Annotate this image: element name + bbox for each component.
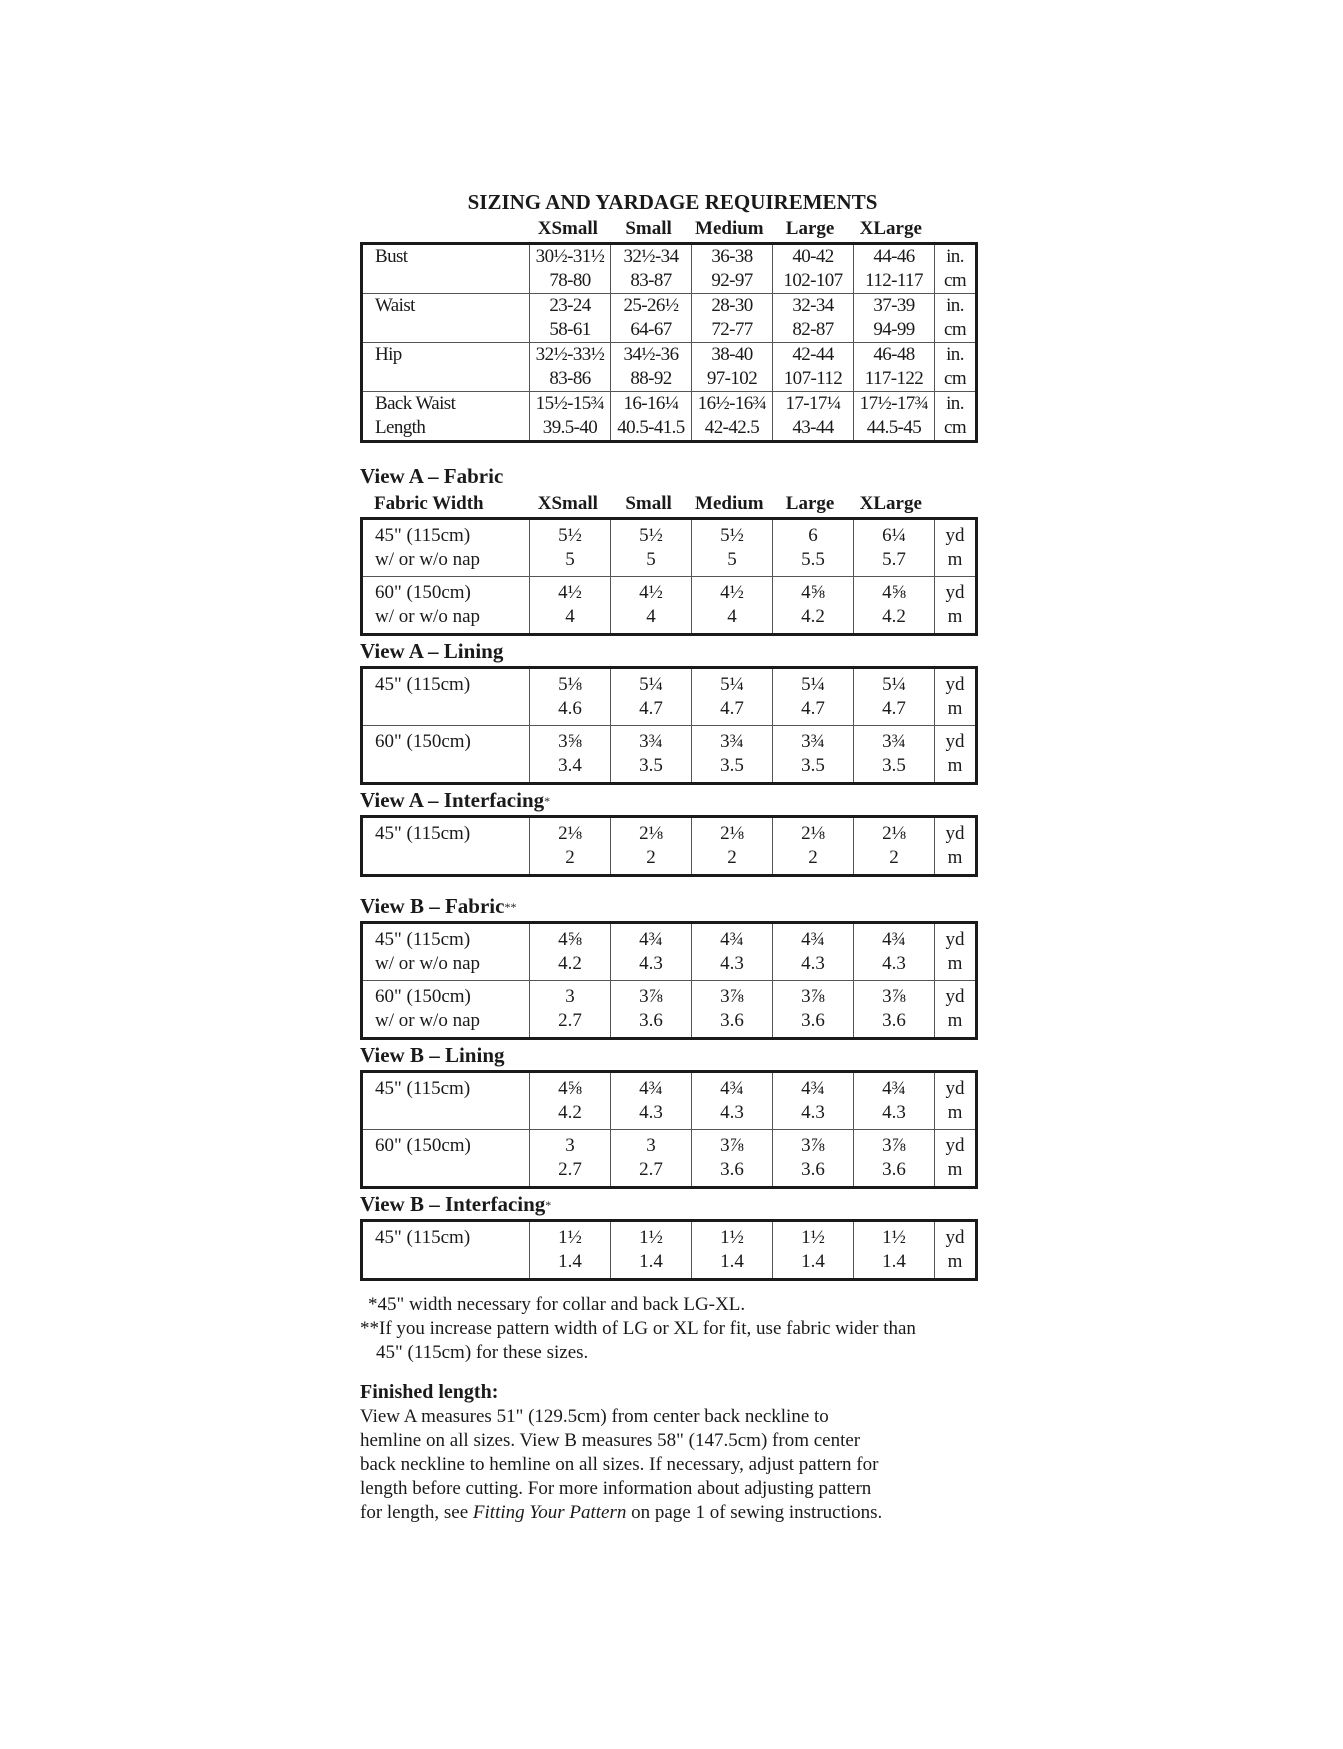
size-header: Small — [625, 493, 672, 514]
size-value-cell: 3 2.7 — [530, 1130, 611, 1188]
size-value-cell: 5¼ 4.7 — [854, 668, 935, 726]
size-value-cell: 1½ 1.4 — [611, 1221, 692, 1280]
unit-cell: yd m — [935, 1130, 977, 1188]
unit-cell: yd m — [935, 1221, 977, 1280]
size-value-cell: 4½ 4 — [530, 577, 611, 635]
row-label: 45" (115cm) — [362, 1072, 530, 1130]
unit-header-spacer — [931, 216, 975, 242]
row-label: 60" (150cm) — [362, 1130, 530, 1188]
row-label: Waist — [362, 294, 530, 343]
unit-cell: yd m — [935, 577, 977, 635]
table-row — [362, 668, 977, 726]
size-value-cell: 4¾ 4.3 — [854, 1072, 935, 1130]
row-label: 60" (150cm) — [362, 726, 530, 784]
yardage-table — [360, 517, 978, 636]
size-value-cell: 4⅝ 4.2 — [530, 1072, 611, 1130]
size-value-cell: 44-46 112-117 — [854, 244, 935, 294]
section-title: View B – Interfacing* — [360, 1192, 552, 1216]
table-row — [362, 343, 977, 392]
size-value-cell: 6¼ 5.7 — [854, 519, 935, 577]
unit-header-spacer — [931, 491, 975, 517]
size-value-cell: 3⅞ 3.6 — [854, 1130, 935, 1188]
table-row — [362, 392, 977, 442]
table-row — [362, 1130, 977, 1188]
size-value-cell: 32½-34 83-87 — [611, 244, 692, 294]
size-value-cell: 4¾ 4.3 — [773, 923, 854, 981]
row-label: 45" (115cm) — [362, 817, 530, 876]
section-title: View A – Lining — [360, 639, 504, 663]
row-label: Hip — [362, 343, 530, 392]
row-label: Bust — [362, 244, 530, 294]
unit-cell: in. cm — [935, 343, 977, 392]
footnotes — [360, 1293, 975, 1365]
table-row — [362, 981, 977, 1039]
size-value-cell: 5⅛ 4.6 — [530, 668, 611, 726]
table-row — [362, 923, 977, 981]
table-row — [362, 1221, 977, 1280]
size-value-cell: 3¾ 3.5 — [611, 726, 692, 784]
size-value-cell: 3¾ 3.5 — [773, 726, 854, 784]
size-value-cell: 2⅛ 2 — [773, 817, 854, 876]
size-value-cell: 1½ 1.4 — [530, 1221, 611, 1280]
size-value-cell: 1½ 1.4 — [854, 1221, 935, 1280]
size-value-cell: 1½ 1.4 — [773, 1221, 854, 1280]
size-value-cell: 4¾ 4.3 — [854, 923, 935, 981]
table-row — [362, 577, 977, 635]
unit-cell: yd m — [935, 923, 977, 981]
yardage-table — [360, 1070, 978, 1189]
size-value-cell: 5½ 5 — [692, 519, 773, 577]
size-value-cell: 4⅝ 4.2 — [530, 923, 611, 981]
size-value-cell: 36-38 92-97 — [692, 244, 773, 294]
size-header: Small — [625, 218, 672, 239]
size-value-cell: 4⅝ 4.2 — [773, 577, 854, 635]
section-title: View B – Lining — [360, 1043, 505, 1067]
size-value-cell: 3⅞ 3.6 — [692, 981, 773, 1039]
table-row — [362, 817, 977, 876]
size-header-spacer — [360, 216, 527, 242]
size-value-cell: 37-39 94-99 — [854, 294, 935, 343]
size-value-cell: 34½-36 88-92 — [611, 343, 692, 392]
size-value-cell: 5½ 5 — [530, 519, 611, 577]
fabric-width-header-row — [360, 491, 975, 517]
finished-line: View A measures 51" (129.5cm) from center back neckline to — [360, 1406, 829, 1427]
size-header: Medium — [695, 493, 764, 514]
size-value-cell: 4¾ 4.3 — [692, 1072, 773, 1130]
size-value-cell: 3⅞ 3.6 — [773, 1130, 854, 1188]
size-header: XLarge — [859, 218, 922, 239]
table-row — [362, 726, 977, 784]
size-value-cell: 25-26½ 64-67 — [611, 294, 692, 343]
size-value-cell: 4½ 4 — [611, 577, 692, 635]
finished-line: for length, see Fitting Your Pattern on page 1 of sewing instructions. — [360, 1502, 883, 1523]
size-value-cell: 42-44 107-112 — [773, 343, 854, 392]
unit-cell: in. cm — [935, 392, 977, 442]
size-value-cell: 32½-33½ 83-86 — [530, 343, 611, 392]
size-value-cell: 16½-16¾ 42-42.5 — [692, 392, 773, 442]
row-label: 60" (150cm) w/ or w/o nap — [362, 981, 530, 1039]
footnote: 45" (115cm) for these sizes. — [376, 1342, 589, 1363]
size-value-cell: 4¾ 4.3 — [692, 923, 773, 981]
page-title: SIZING AND YARDAGE REQUIREMENTS — [467, 190, 878, 214]
sizing-table — [360, 242, 978, 443]
view-a-fabric-title: View A – Fabric — [360, 464, 504, 488]
size-value-cell: 3 2.7 — [530, 981, 611, 1039]
finished-length-title: Finished length: — [360, 1381, 499, 1403]
size-value-cell: 6 5.5 — [773, 519, 854, 577]
footnote: **If you increase pattern width of LG or XL for fit, use fabric wider than — [360, 1318, 916, 1339]
size-value-cell: 15½-15¾ 39.5-40 — [530, 392, 611, 442]
size-header: XSmall — [537, 493, 598, 514]
finished-line: length before cutting. For more information about adjusting pattern — [360, 1478, 872, 1499]
finished-line: hemline on all sizes. View B measures 58" (147.5cm) from center — [360, 1430, 861, 1451]
size-value-cell: 3¾ 3.5 — [854, 726, 935, 784]
size-value-cell: 23-24 58-61 — [530, 294, 611, 343]
table-row — [362, 519, 977, 577]
row-label: 45" (115cm) w/ or w/o nap — [362, 923, 530, 981]
row-label: 45" (115cm) w/ or w/o nap — [362, 519, 530, 577]
table-row — [362, 244, 977, 294]
size-value-cell: 3⅝ 3.4 — [530, 726, 611, 784]
row-label: Back Waist Length — [362, 392, 530, 442]
row-label: 60" (150cm) w/ or w/o nap — [362, 577, 530, 635]
size-value-cell: 46-48 117-122 — [854, 343, 935, 392]
size-value-cell: 4¾ 4.3 — [773, 1072, 854, 1130]
size-value-cell: 28-30 72-77 — [692, 294, 773, 343]
size-value-cell: 1½ 1.4 — [692, 1221, 773, 1280]
size-value-cell: 5¼ 4.7 — [773, 668, 854, 726]
unit-cell: yd m — [935, 817, 977, 876]
size-value-cell: 16-16¼ 40.5-41.5 — [611, 392, 692, 442]
yardage-table — [360, 1219, 978, 1281]
size-value-cell: 5¼ 4.7 — [611, 668, 692, 726]
size-value-cell: 2⅛ 2 — [854, 817, 935, 876]
yardage-table — [360, 815, 978, 877]
unit-cell: yd m — [935, 519, 977, 577]
size-value-cell: 4½ 4 — [692, 577, 773, 635]
size-header-row — [360, 216, 975, 242]
finished-line: back neckline to hemline on all sizes. If necessary, adjust pattern for — [360, 1454, 879, 1475]
size-header: Large — [785, 493, 835, 514]
size-value-cell: 3⅞ 3.6 — [773, 981, 854, 1039]
size-value-cell: 2⅛ 2 — [611, 817, 692, 876]
size-value-cell: 2⅛ 2 — [692, 817, 773, 876]
size-value-cell: 3⅞ 3.6 — [854, 981, 935, 1039]
size-value-cell: 5¼ 4.7 — [692, 668, 773, 726]
size-value-cell: 2⅛ 2 — [530, 817, 611, 876]
unit-cell: yd m — [935, 726, 977, 784]
size-value-cell: 32-34 82-87 — [773, 294, 854, 343]
size-header: XSmall — [537, 218, 598, 239]
size-header: XLarge — [859, 493, 922, 514]
fabric-width-label: Fabric Width — [374, 493, 484, 514]
size-value-cell: 40-42 102-107 — [773, 244, 854, 294]
size-value-cell: 17½-17¾ 44.5-45 — [854, 392, 935, 442]
yardage-table — [360, 921, 978, 1040]
size-value-cell: 3⅞ 3.6 — [692, 1130, 773, 1188]
unit-cell: in. cm — [935, 244, 977, 294]
page-content — [360, 188, 975, 1525]
unit-cell: yd m — [935, 981, 977, 1039]
finished-length-text — [360, 1405, 975, 1525]
unit-cell: yd m — [935, 668, 977, 726]
size-value-cell: 17-17¼ 43-44 — [773, 392, 854, 442]
table-row — [362, 1072, 977, 1130]
size-value-cell: 4¾ 4.3 — [611, 923, 692, 981]
unit-cell: yd m — [935, 1072, 977, 1130]
row-label: 45" (115cm) — [362, 1221, 530, 1280]
size-value-cell: 4⅝ 4.2 — [854, 577, 935, 635]
fitting-pattern-ref: Fitting Your Pattern — [472, 1502, 627, 1523]
row-label: 45" (115cm) — [362, 668, 530, 726]
size-value-cell: 3¾ 3.5 — [692, 726, 773, 784]
size-value-cell: 3⅞ 3.6 — [611, 981, 692, 1039]
size-value-cell: 4¾ 4.3 — [611, 1072, 692, 1130]
footnote: *45" width necessary for collar and back LG-XL. — [368, 1294, 746, 1315]
section-title: View B – Fabric** — [360, 894, 517, 918]
size-header: Medium — [695, 218, 764, 239]
size-value-cell: 5½ 5 — [611, 519, 692, 577]
size-value-cell: 38-40 97-102 — [692, 343, 773, 392]
table-row — [362, 294, 977, 343]
yardage-table — [360, 666, 978, 785]
size-header: Large — [785, 218, 835, 239]
size-value-cell: 3 2.7 — [611, 1130, 692, 1188]
size-value-cell: 30½-31½ 78-80 — [530, 244, 611, 294]
section-title: View A – Interfacing* — [360, 788, 551, 812]
yardage-sections — [360, 517, 975, 1281]
unit-cell: in. cm — [935, 294, 977, 343]
